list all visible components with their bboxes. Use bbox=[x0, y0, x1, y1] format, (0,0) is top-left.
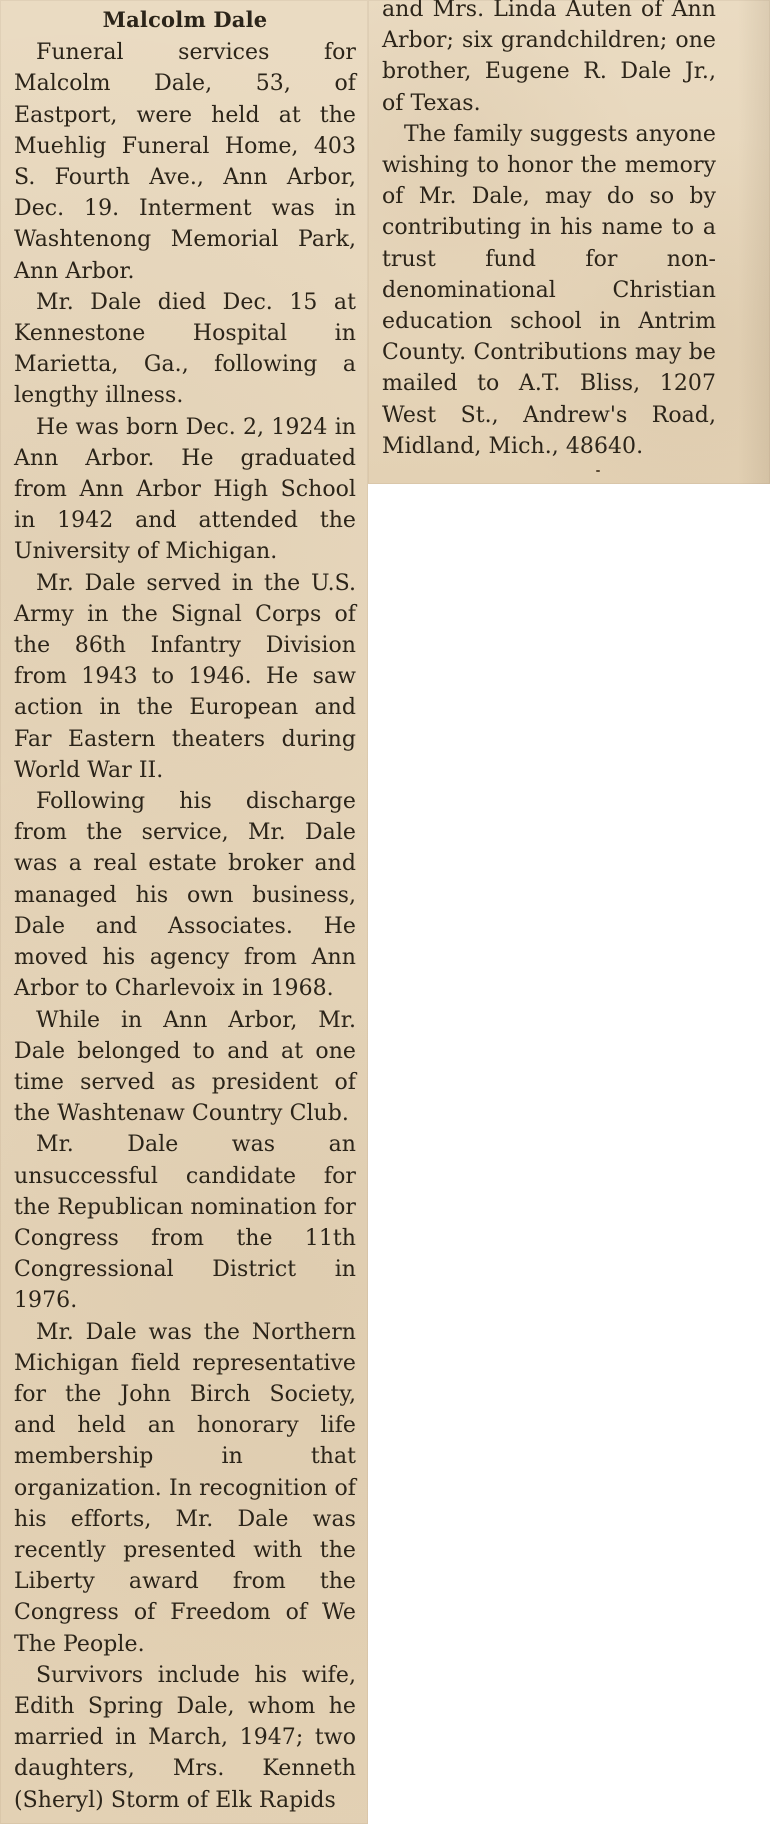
paragraph-survivors-continued: and Mrs. Linda Auten of Ann Arbor; six grandchildren; one brother, Eugene R. Dale Jr., of Texas. bbox=[382, 0, 716, 116]
obituary-left-column bbox=[14, 4, 356, 1816]
paper-edge bbox=[738, 0, 770, 484]
paragraph-military: Mr. Dale served in the U.S. Army in the Signal Corps of the 86th Infantry Division from 1943 to 1946. He saw action in the European and Far Eastern theaters during World War II. bbox=[14, 570, 356, 783]
paragraph-death: Mr. Dale died Dec. 15 at Kennestone Hospital in Marietta, Ga., following a lengthy illness. bbox=[14, 289, 356, 409]
paragraph-career: Following his discharge from the service, Mr. Dale was a real estate broker and managed his own business, Dale and Associates. He moved his agency from Ann Arbor to Charlevoix in 1968. bbox=[14, 789, 356, 1002]
paragraph-birch-society: Mr. Dale was the Northern Michigan field representative for the John Birch Society, and held an honorary life membership in that organization. In recognition of his efforts, Mr. Dale was recently presented with the Liberty award from the Congress of Freedom of We The People. bbox=[14, 1319, 356, 1657]
paragraph-birth: He was born Dec. 2, 1924 in Ann Arbor. He graduated from Ann Arbor High School in 1942 and attended the University of Michigan. bbox=[14, 414, 356, 565]
paragraph-candidacy: Mr. Dale was an unsuccessful candidate for the Republican nomination for Congress from the 11th Congressional District in 1976. bbox=[14, 1132, 356, 1314]
obituary-right-column bbox=[382, 0, 716, 462]
paragraph-memorial: The family suggests anyone wishing to honor the memory of Mr. Dale, may do so by contributing in his name to a trust fund for non-denominational Christian education school in Antrim County. Contributions may be mailed to A.T. Bliss, 1207 West St., Andrew's Road, Midland, Mich., 48640. bbox=[382, 121, 716, 459]
print-speck bbox=[596, 470, 600, 472]
paragraph-funeral: Funeral services for Malcolm Dale, 53, of Eastport, were held at the Muehlig Funeral Home, 403 S. Fourth Ave., Ann Arbor, Dec. 19. Interment was in Washtenong Memorial Park, Ann Arbor. bbox=[14, 40, 356, 284]
obituary-headline: Malcolm Dale bbox=[102, 7, 268, 32]
paragraph-country-club: While in Ann Arbor, Mr. Dale belonged to and at one time served as president of the Washtenaw Country Club. bbox=[14, 1007, 356, 1127]
paragraph-survivors: Survivors include his wife, Edith Spring Dale, whom he married in March, 1947; two daughters, Mrs. Kenneth (Sheryl) Storm of Elk Rapids bbox=[14, 1662, 356, 1813]
